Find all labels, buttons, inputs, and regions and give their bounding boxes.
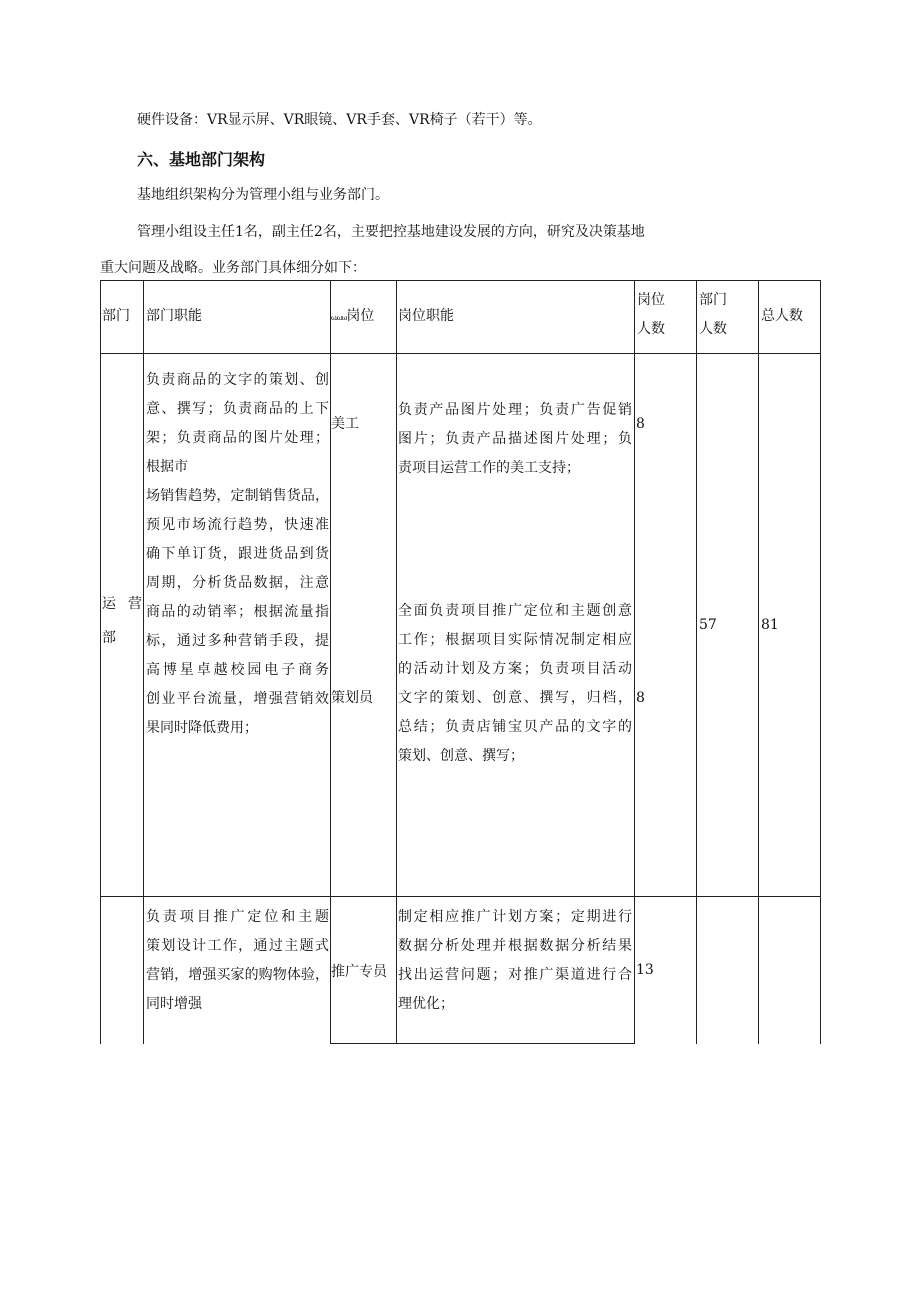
- ops-dept-function: 负责商品的文字的策划、创 意、撰写；负责商品的上下 架；负责商品的图片处理； 根据市 场销售趋势，定制销售货品， 预见市场流行趋势，快速准 确下单订货，跟进货品到货 周期，分析货品数据，注意 商品的动销率；根据流量指 标，通过多种营销手段，提 高博星卓越校园电子商务 创业平台流量，增强营销效 果同时降低费用；: [146, 372, 329, 736]
- col-line-1: [143, 280, 144, 1044]
- header-post: [331, 302, 374, 333]
- ops-total-count: 81: [761, 617, 779, 633]
- header-post-prefix: ω.ωω: [331, 314, 347, 322]
- post-cehua-function: 全面负责项目推广定位和主题创意 工作；根据项目实际情况制定相应 的活动计划及方案；负责项目活动 文字的策划、创意、撰写，归档， 总结；负责店铺宝贝产品的文字的 策划、创意、撰写；: [398, 603, 632, 764]
- col-line-6: [758, 280, 759, 1044]
- org-intro-paragraph: 基地组织架构分为管理小组与业务部门。: [137, 187, 389, 203]
- table-border-top: [100, 280, 821, 281]
- header-dept: 部门: [102, 308, 130, 324]
- post-promo: 推广专员: [331, 964, 387, 980]
- header-post-label: 岗位: [346, 308, 375, 324]
- col-line-2: [330, 280, 331, 1044]
- section-heading: 六、基地部门架构: [137, 150, 266, 169]
- ops-dept-name-char-3: 部: [102, 630, 116, 646]
- post-cehua: 策划员: [331, 690, 373, 706]
- col-line-4: [634, 280, 635, 1044]
- header-post-count: 岗位 人数: [637, 292, 665, 337]
- section-separator: [100, 896, 821, 897]
- post-meigong-function: 负责产品图片处理；负责广告促销 图片；负责产品描述图片处理；负 责项目运营工作的美工支持；: [398, 402, 632, 476]
- promo-dept-function: 负责项目推广定位和主题 策划设计工作，通过主题式 营销，增强买家的购物体验， 同时增强: [146, 909, 329, 1012]
- department-table: [100, 280, 821, 1044]
- post-meigong-count: 8: [636, 416, 645, 432]
- post-promo-count: 13: [636, 962, 654, 978]
- mgmt-paragraph-line-2: 重大问题及战略。业务部门具体细分如下：: [100, 260, 366, 276]
- col-line-0: [100, 280, 101, 1044]
- header-total: 总人数: [761, 308, 803, 324]
- post-cehua-count: 8: [636, 690, 645, 706]
- header-separator: [100, 353, 821, 354]
- hardware-paragraph: 硬件设备：VR显示屏、VR眼镜、VR手套、VR椅子（若干）等。: [137, 112, 542, 128]
- header-post-function: 岗位职能: [398, 308, 454, 324]
- col-line-5: [696, 280, 697, 1044]
- promo-bottom-line: [330, 1043, 635, 1044]
- col-line-7: [820, 280, 821, 1044]
- mgmt-paragraph-line-1: 管理小组设主任1名，副主任2名，主要把控基地建设发展的方向，研究及决策基地: [137, 224, 645, 240]
- col-line-3: [396, 280, 397, 1044]
- post-promo-function: 制定相应推广计划方案；定期进行 数据分析处理并根据数据分析结果 找出运营问题；对推广渠道进行合 理优化；: [398, 909, 632, 1012]
- ops-dept-name-char-2: 营: [128, 596, 142, 612]
- post-meigong: 美工: [331, 416, 359, 432]
- ops-dept-count: 57: [699, 617, 717, 633]
- header-dept-count: 部门 人数: [699, 292, 727, 337]
- ops-dept-name-char-1: 运: [102, 596, 116, 612]
- header-dept-function: 部门职能: [146, 308, 202, 324]
